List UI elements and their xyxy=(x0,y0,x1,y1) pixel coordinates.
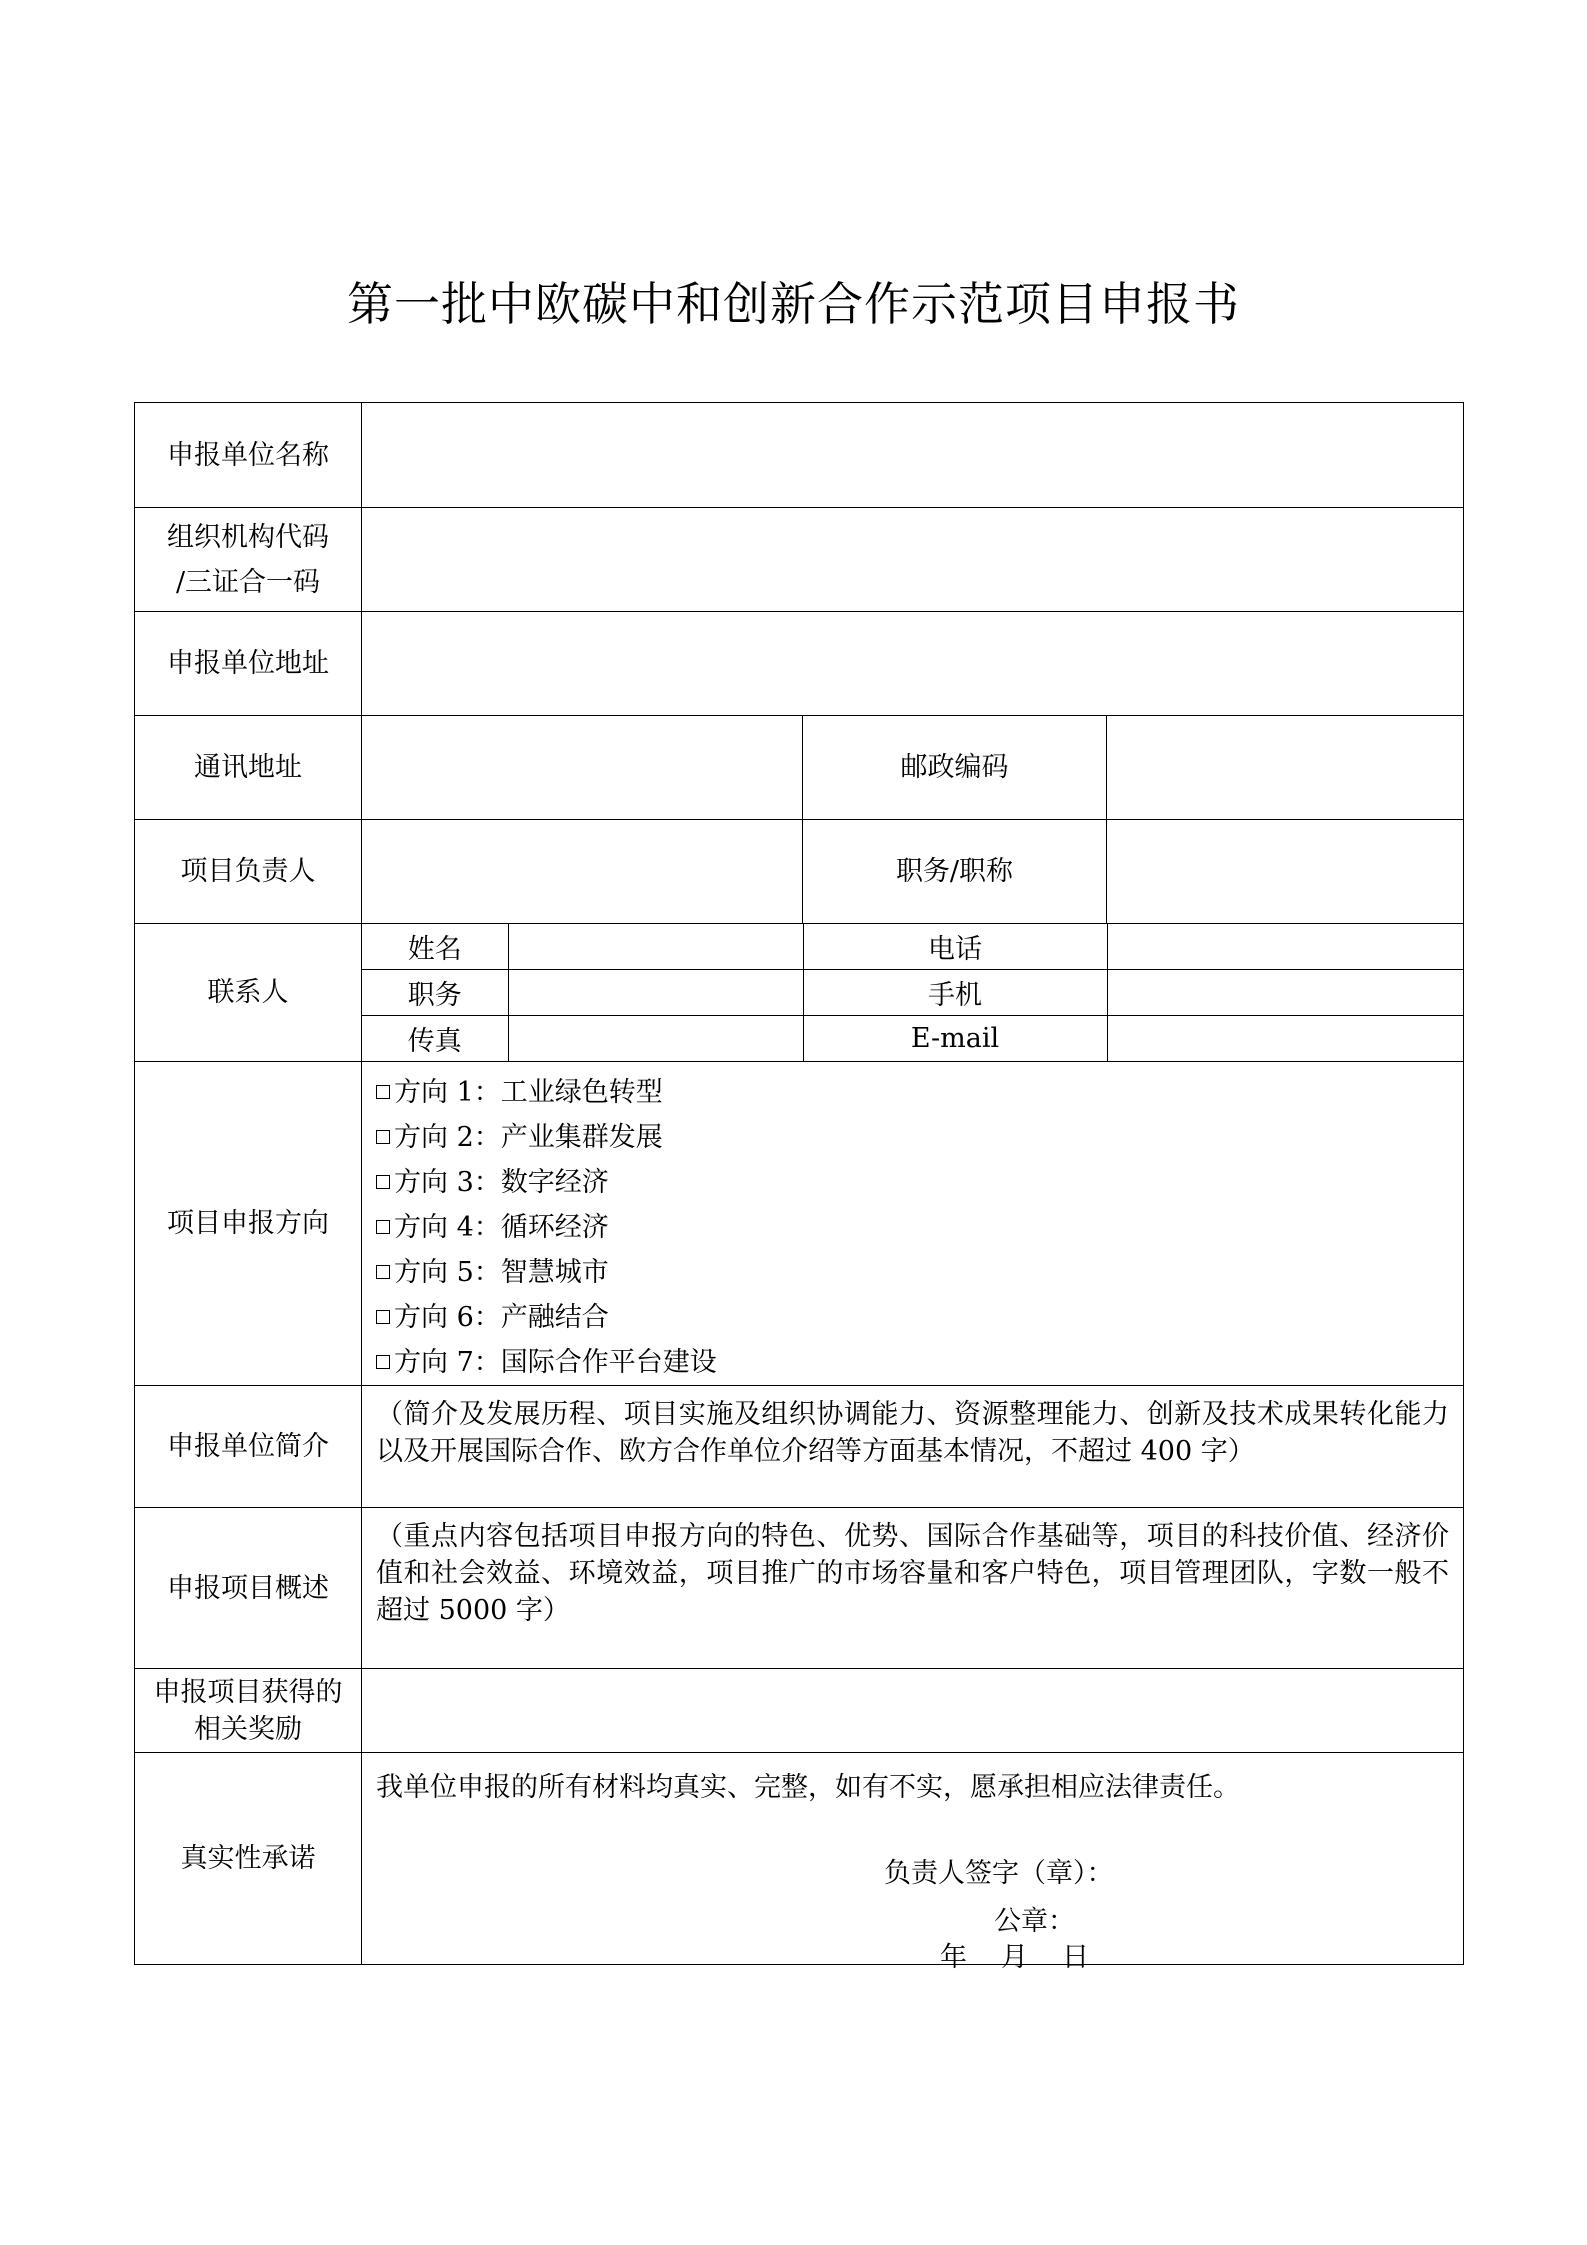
direction-option-label: 方向 7：国际合作平台建设 xyxy=(394,1347,717,1378)
direction-option-4[interactable] xyxy=(376,1205,1463,1250)
contact-grid xyxy=(362,924,1464,1061)
checkbox-icon[interactable] xyxy=(376,1355,390,1369)
row-project-overview xyxy=(135,1508,1464,1669)
label-project-overview: 申报项目概述 xyxy=(135,1508,362,1669)
direction-option-label: 方向 6：产融结合 xyxy=(394,1302,609,1333)
label-org-code xyxy=(135,508,362,612)
field-applicant-name[interactable] xyxy=(362,403,1464,508)
field-awards[interactable] xyxy=(362,1669,1464,1753)
row-authenticity xyxy=(135,1753,1464,1965)
project-overview-note: （重点内容包括项目申报方向的特色、优势、国际合作基础等，项目的科技价值、经济价值和社会效益、环境效益，项目推广的市场容量和客户特色，项目管理团队，字数一般不超过 5000 字） xyxy=(376,1521,1449,1626)
label-applicant-intro: 申报单位简介 xyxy=(135,1386,362,1508)
date-month-label: 月 xyxy=(1001,1942,1028,1973)
label-contact-position: 职务 xyxy=(362,970,508,1016)
label-awards-line2: 相关奖励 xyxy=(194,1713,302,1745)
label-awards-line1: 申报项目获得的 xyxy=(153,1676,343,1708)
label-mailing-address: 通讯地址 xyxy=(135,716,362,820)
label-contact-fax: 传真 xyxy=(362,1016,508,1062)
field-contact-email[interactable] xyxy=(1107,1016,1464,1062)
label-project-leader: 项目负责人 xyxy=(135,820,362,924)
label-contact: 联系人 xyxy=(135,924,362,1062)
checkbox-icon[interactable] xyxy=(376,1175,390,1189)
checkbox-icon[interactable] xyxy=(376,1130,390,1144)
label-applicant-name: 申报单位名称 xyxy=(135,403,362,508)
direction-option-6[interactable] xyxy=(376,1295,1463,1340)
row-org-code xyxy=(135,508,1464,612)
row-awards xyxy=(135,1669,1464,1753)
label-org-code-line2: /三证合一码 xyxy=(175,566,321,598)
field-contact-position[interactable] xyxy=(508,970,803,1016)
date-day-label: 日 xyxy=(1062,1942,1089,1973)
field-mailing-address[interactable] xyxy=(362,716,803,820)
direction-option-7[interactable] xyxy=(376,1340,1463,1385)
date-line xyxy=(940,1935,1123,1974)
page-title: 第一批中欧碳中和创新合作示范项目申报书 xyxy=(347,277,1240,331)
field-position-title[interactable] xyxy=(1107,820,1464,924)
direction-option-label: 方向 1：工业绿色转型 xyxy=(394,1077,663,1108)
label-contact-mobile: 手机 xyxy=(803,970,1107,1016)
direction-options xyxy=(362,1062,1464,1386)
field-project-leader[interactable] xyxy=(362,820,803,924)
direction-option-label: 方向 2：产业集群发展 xyxy=(394,1122,663,1153)
field-org-code[interactable] xyxy=(362,508,1464,612)
row-contact xyxy=(135,924,1464,1062)
checkbox-icon[interactable] xyxy=(376,1310,390,1324)
contact-grid-cell xyxy=(362,924,1464,1062)
row-mailing xyxy=(135,716,1464,820)
label-position-title: 职务/职称 xyxy=(803,820,1107,924)
pledge-text: 我单位申报的所有材料均真实、完整，如有不实，愿承担相应法律责任。 xyxy=(376,1772,1240,1803)
row-leader xyxy=(135,820,1464,924)
direction-option-1[interactable] xyxy=(376,1070,1463,1115)
label-contact-email: E-mail xyxy=(803,1016,1107,1062)
direction-option-3[interactable] xyxy=(376,1160,1463,1205)
seal-label: 公章： xyxy=(994,1906,1075,1937)
field-project-overview[interactable] xyxy=(362,1508,1464,1669)
direction-option-label: 方向 5：智慧城市 xyxy=(394,1257,609,1288)
checkbox-icon[interactable] xyxy=(376,1220,390,1234)
field-contact-fax[interactable] xyxy=(508,1016,803,1062)
signature-label: 负责人签字（章）： xyxy=(884,1858,1114,1889)
authenticity-pledge xyxy=(362,1753,1464,1973)
field-applicant-intro[interactable] xyxy=(362,1386,1464,1508)
field-contact-name[interactable] xyxy=(508,924,803,970)
row-applicant-intro xyxy=(135,1386,1464,1508)
field-postal-code[interactable] xyxy=(1107,716,1464,820)
field-contact-mobile[interactable] xyxy=(1107,970,1464,1016)
label-postal-code: 邮政编码 xyxy=(803,716,1107,820)
field-applicant-address[interactable] xyxy=(362,612,1464,716)
direction-option-5[interactable] xyxy=(376,1250,1463,1295)
application-form xyxy=(134,402,1464,1973)
row-direction xyxy=(135,1062,1464,1386)
direction-option-label: 方向 3：数字经济 xyxy=(394,1167,609,1198)
label-contact-phone: 电话 xyxy=(803,924,1107,970)
direction-option-2[interactable] xyxy=(376,1115,1463,1160)
row-applicant-address xyxy=(135,612,1464,716)
field-contact-phone[interactable] xyxy=(1107,924,1464,970)
row-applicant-name xyxy=(135,403,1464,508)
checkbox-icon[interactable] xyxy=(376,1265,390,1279)
label-contact-name: 姓名 xyxy=(362,924,508,970)
label-org-code-line1: 组织机构代码 xyxy=(167,521,329,553)
label-awards xyxy=(135,1669,362,1753)
direction-option-label: 方向 4：循环经济 xyxy=(394,1212,609,1243)
label-authenticity: 真实性承诺 xyxy=(135,1753,362,1965)
date-year-label: 年 xyxy=(940,1942,967,1973)
checkbox-icon[interactable] xyxy=(376,1085,390,1099)
label-project-direction: 项目申报方向 xyxy=(135,1062,362,1386)
applicant-intro-note: （简介及发展历程、项目实施及组织协调能力、资源整理能力、创新及技术成果转化能力以及开展国际合作、欧方合作单位介绍等方面基本情况，不超过 400 字） xyxy=(376,1399,1449,1467)
label-applicant-address: 申报单位地址 xyxy=(135,612,362,716)
